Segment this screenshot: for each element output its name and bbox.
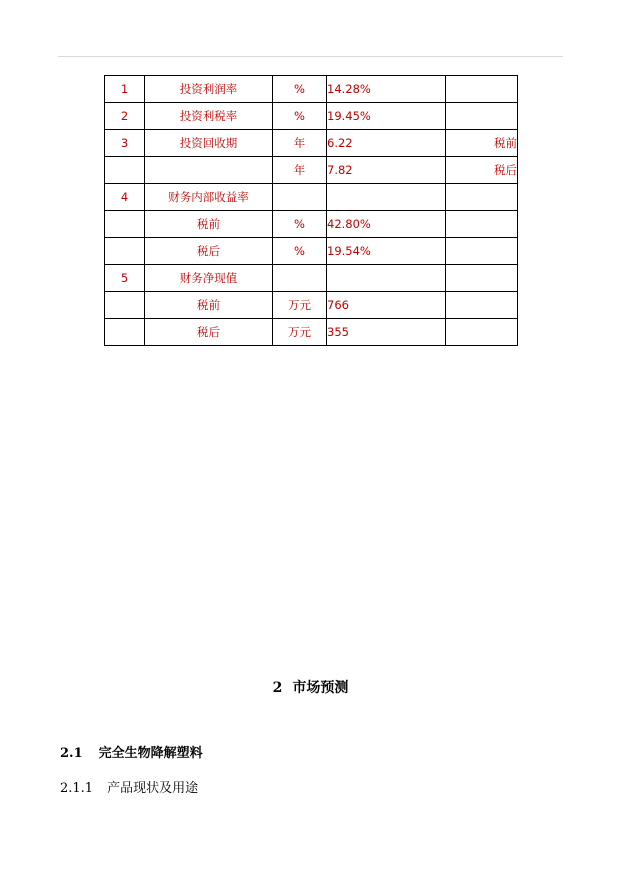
indicator-name-cell: 财务内部收益率 xyxy=(145,184,273,211)
value-cell: 6.22 xyxy=(327,130,446,157)
unit-cell: 万元 xyxy=(273,319,327,346)
chapter-number: 2 xyxy=(272,680,283,696)
subsection-title: 产品现状及用途 xyxy=(107,781,199,796)
value-cell: 19.54% xyxy=(327,238,446,265)
row-number-cell: 3 xyxy=(105,130,145,157)
table-row xyxy=(105,211,518,238)
note-cell xyxy=(446,238,518,265)
unit-cell: 年 xyxy=(273,130,327,157)
row-number-cell: 5 xyxy=(105,265,145,292)
note-cell xyxy=(446,103,518,130)
indicator-name-cell: 税后 xyxy=(145,238,273,265)
indicator-name-cell: 税前 xyxy=(145,292,273,319)
unit-cell: 万元 xyxy=(273,292,327,319)
indicator-name-cell xyxy=(145,157,273,184)
unit-cell: % xyxy=(273,103,327,130)
table-row xyxy=(105,292,518,319)
table-row xyxy=(105,319,518,346)
note-cell: 税前 xyxy=(446,130,518,157)
table-row xyxy=(105,130,518,157)
table-row xyxy=(105,157,518,184)
value-cell: 14.28% xyxy=(327,76,446,103)
financial-indicators-table xyxy=(104,75,518,346)
note-cell: 税后 xyxy=(446,157,518,184)
row-number-cell: 2 xyxy=(105,103,145,130)
table-row xyxy=(105,238,518,265)
table-row xyxy=(105,76,518,103)
unit-cell xyxy=(273,265,327,292)
unit-cell: 年 xyxy=(273,157,327,184)
table-row xyxy=(105,265,518,292)
row-number-cell xyxy=(105,292,145,319)
note-cell xyxy=(446,211,518,238)
indicator-name-cell: 税前 xyxy=(145,211,273,238)
note-cell xyxy=(446,292,518,319)
unit-cell: % xyxy=(273,238,327,265)
value-cell: 19.45% xyxy=(327,103,446,130)
indicator-name-cell: 投资利润率 xyxy=(145,76,273,103)
table-row xyxy=(105,184,518,211)
indicator-name-cell: 财务净现值 xyxy=(145,265,273,292)
value-cell: 766 xyxy=(327,292,446,319)
value-cell xyxy=(327,184,446,211)
value-cell: 7.82 xyxy=(327,157,446,184)
value-cell xyxy=(327,265,446,292)
note-cell xyxy=(446,265,518,292)
unit-cell: % xyxy=(273,76,327,103)
value-cell: 355 xyxy=(327,319,446,346)
row-number-cell xyxy=(105,319,145,346)
unit-cell xyxy=(273,184,327,211)
indicator-name-cell: 税后 xyxy=(145,319,273,346)
note-cell xyxy=(446,184,518,211)
note-cell xyxy=(446,319,518,346)
header-rule xyxy=(58,56,563,57)
row-number-cell xyxy=(105,157,145,184)
indicator-name-cell: 投资利税率 xyxy=(145,103,273,130)
section-heading xyxy=(60,742,203,761)
table-row xyxy=(105,103,518,130)
note-cell xyxy=(446,76,518,103)
chapter-heading xyxy=(0,677,621,697)
row-number-cell xyxy=(105,211,145,238)
section-number: 2.1 xyxy=(60,746,83,761)
row-number-cell: 1 xyxy=(105,76,145,103)
row-number-cell: 4 xyxy=(105,184,145,211)
value-cell: 42.80% xyxy=(327,211,446,238)
section-title: 完全生物降解塑料 xyxy=(98,746,203,761)
subsection-number: 2.1.1 xyxy=(60,781,94,796)
row-number-cell xyxy=(105,238,145,265)
indicator-name-cell: 投资回收期 xyxy=(145,130,273,157)
chapter-title: 市场预测 xyxy=(292,680,349,696)
subsection-heading xyxy=(60,777,198,796)
unit-cell: % xyxy=(273,211,327,238)
